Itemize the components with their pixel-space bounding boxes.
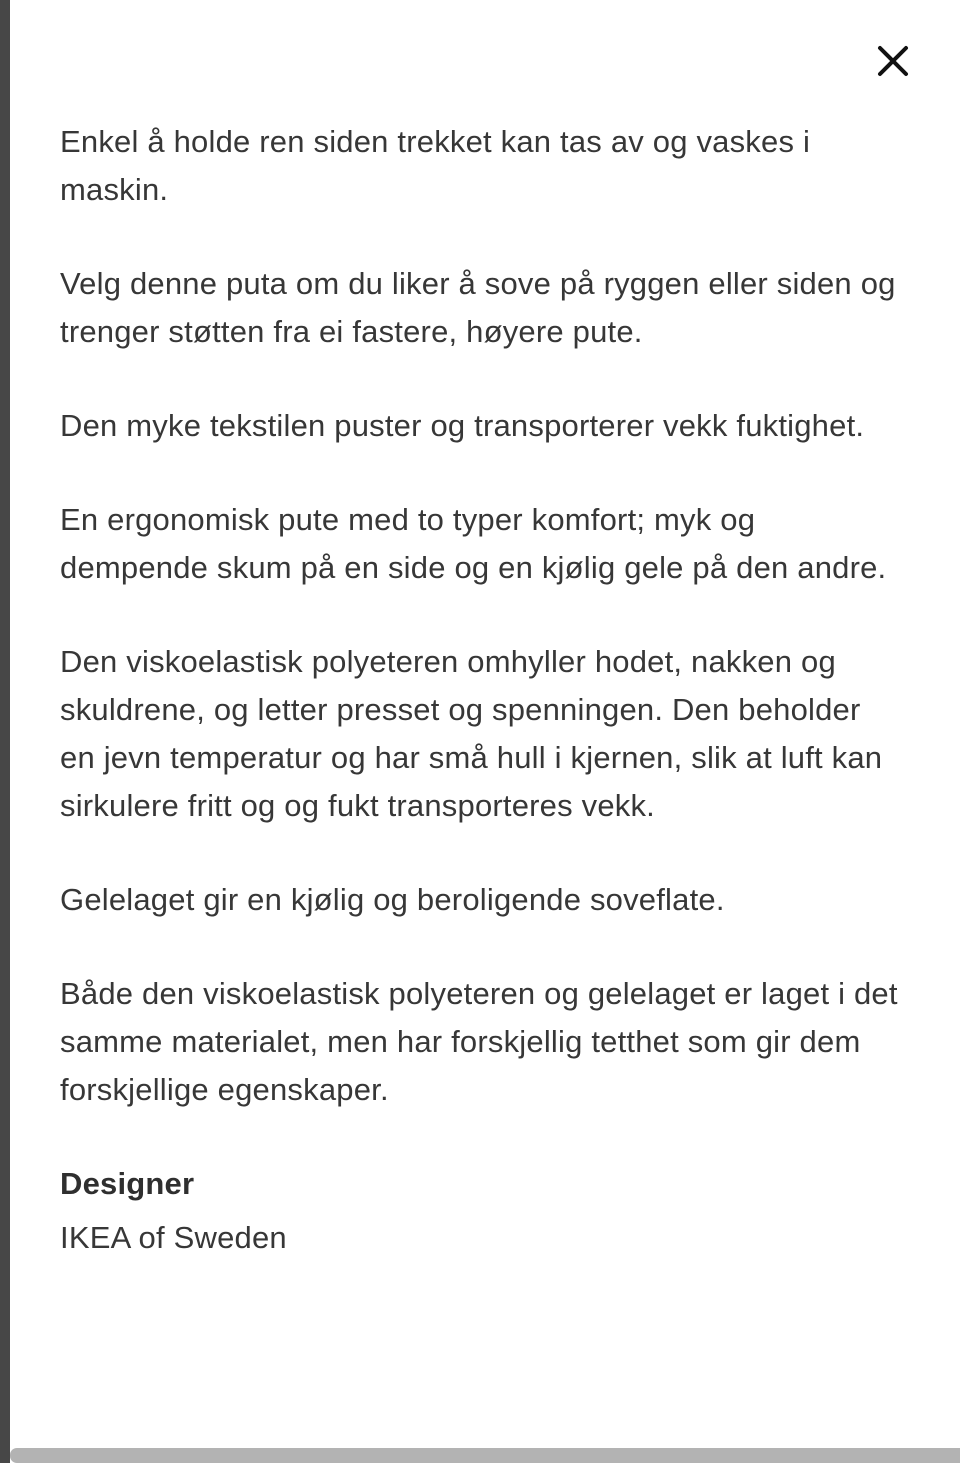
paragraph: Både den viskoelastisk polyeteren og gelelaget er laget i det samme materialet, men har forskjellig tetthet som gir dem forskjellige egenskaper.: [60, 976, 898, 1107]
close-button[interactable]: [872, 40, 914, 82]
page-edge-strip: [0, 0, 10, 1463]
paragraph: Enkel å holde ren siden trekket kan tas av og vaskes i maskin.: [60, 124, 811, 207]
paragraph: Den viskoelastisk polyeteren omhyller hodet, nakken og skuldrene, og letter presset og spenningen. Den beholder en jevn temperatur og har små hull i kjernen, slik at luft kan sirkulere fritt og og fukt transporteres vekk.: [60, 644, 883, 823]
product-description: [60, 118, 898, 1262]
paragraph: Velg denne puta om du liker å sove på ryggen eller siden og trenger støtten fra ei fastere, høyere pute.: [60, 266, 896, 349]
paragraph-list: [60, 118, 898, 1114]
paragraph: Gelelaget gir en kjølig og beroligende soveflate.: [60, 882, 725, 917]
close-icon: [872, 40, 914, 82]
paragraph: En ergonomisk pute med to typer komfort; myk og dempende skum på en side og en kjølig gele på den andre.: [60, 502, 887, 585]
designer-name: IKEA of Sweden: [60, 1220, 287, 1255]
paragraph: Den myke tekstilen puster og transporterer vekk fuktighet.: [60, 408, 865, 443]
designer-heading: Designer: [60, 1166, 195, 1201]
horizontal-scrollbar[interactable]: [10, 1448, 960, 1463]
